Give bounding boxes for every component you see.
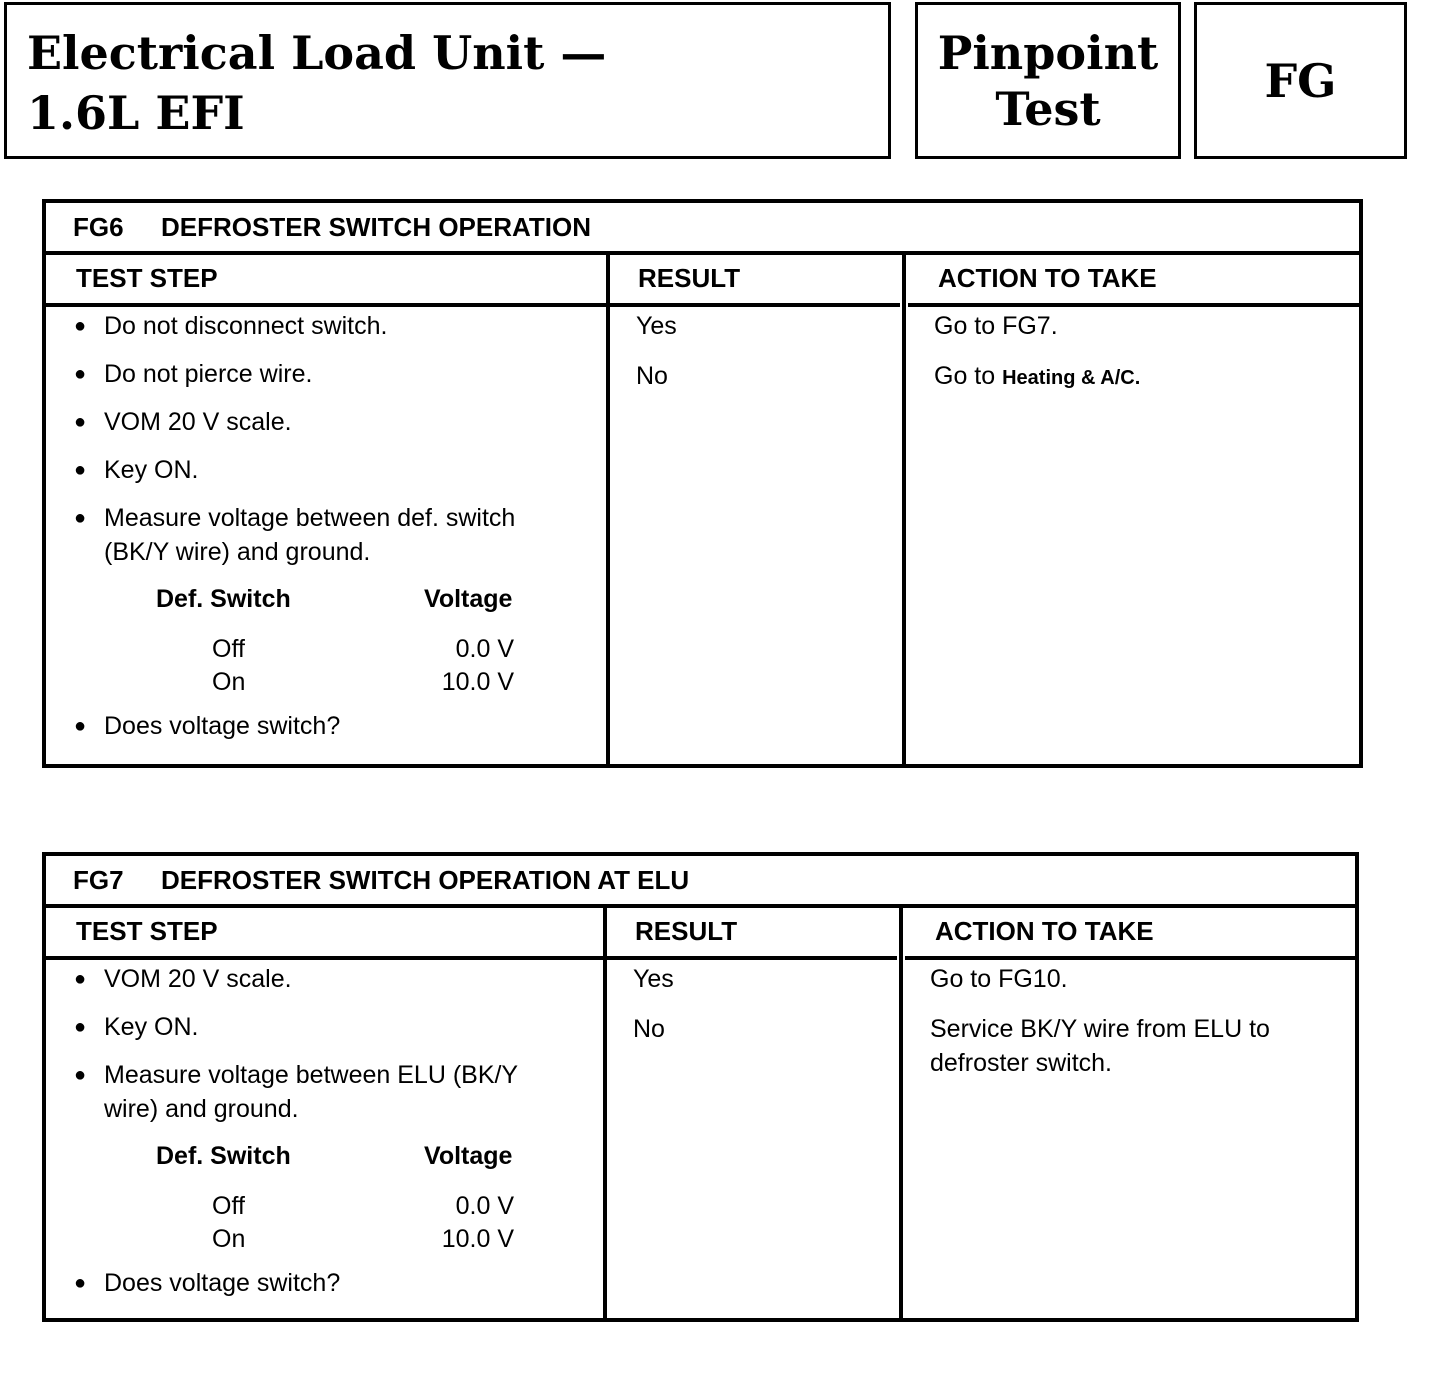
action-no-reference: Heating & A/C. xyxy=(1002,367,1141,389)
column-divider xyxy=(603,908,607,1318)
column-divider xyxy=(606,255,610,764)
col-header-action: ACTION TO TAKE xyxy=(905,908,1355,960)
voltage-table-state: On xyxy=(212,1225,246,1253)
result-column xyxy=(636,309,677,409)
step-item: ● VOM 20 V scale. xyxy=(46,405,602,439)
col-header-result: RESULT xyxy=(610,255,900,307)
test-title: DEFROSTER SWITCH OPERATION xyxy=(161,212,591,242)
voltage-table-value: 0.0 V xyxy=(455,1192,514,1220)
voltage-table-head-voltage: Voltage xyxy=(424,585,513,613)
step-item: ● Do not disconnect switch. xyxy=(46,309,602,343)
result-column xyxy=(633,962,674,1062)
voltage-table-head-switch: Def. Switch xyxy=(156,585,291,613)
column-divider xyxy=(899,908,903,1318)
test-title: DEFROSTER SWITCH OPERATION AT ELU xyxy=(161,865,690,895)
step-line: ● Measure voltage between ELU (BK/Y xyxy=(104,1061,519,1089)
result-yes: Yes xyxy=(633,965,674,993)
result-yes: Yes xyxy=(636,312,677,340)
pinpoint-box xyxy=(915,2,1181,159)
col-header-test-step: TEST STEP xyxy=(46,255,636,307)
test-code: FG6 xyxy=(73,212,124,242)
pinpoint-line-2: Test xyxy=(995,81,1101,136)
column-divider xyxy=(902,255,906,764)
test-header xyxy=(46,203,1359,255)
action-yes: Go to FG7. xyxy=(934,312,1058,340)
test-header xyxy=(46,856,1355,908)
section-code: FG xyxy=(1264,53,1337,108)
result-no: No xyxy=(636,362,668,390)
action-no-line: Service BK/Y wire from ELU to xyxy=(930,1015,1270,1043)
step-item: ● Do not pierce wire. xyxy=(46,357,602,391)
col-header-result: RESULT xyxy=(607,908,897,960)
step-line: (BK/Y wire) and ground. xyxy=(104,538,371,566)
voltage-table-value: 10.0 V xyxy=(441,1225,514,1253)
title-line-2: 1.6L EFI xyxy=(27,86,245,140)
step-item: ● Does voltage switch? xyxy=(46,1266,599,1300)
action-column xyxy=(930,962,1270,1096)
test-steps xyxy=(46,309,602,757)
test-fg6 xyxy=(42,199,1363,768)
col-header-test-step: TEST STEP xyxy=(46,908,633,960)
pinpoint-label xyxy=(938,25,1159,137)
voltage-table-head-voltage: Voltage xyxy=(424,1142,513,1170)
voltage-table-state: Off xyxy=(212,635,245,663)
voltage-table-state: Off xyxy=(212,1192,245,1220)
voltage-table-value: 0.0 V xyxy=(455,635,514,663)
col-header-action: ACTION TO TAKE xyxy=(908,255,1361,307)
voltage-table-value: 10.0 V xyxy=(441,668,514,696)
title-line-1: Electrical Load Unit — xyxy=(27,26,607,80)
page-title xyxy=(27,23,606,143)
voltage-table-state: On xyxy=(212,668,246,696)
section-code-box xyxy=(1194,2,1407,159)
step-line: ● Measure voltage between def. switch xyxy=(104,504,516,532)
step-item: ● VOM 20 V scale. xyxy=(46,962,599,996)
step-item xyxy=(46,1058,599,1126)
action-no-line: defroster switch. xyxy=(930,1049,1113,1077)
action-no-prefix: Go to xyxy=(934,362,996,390)
step-item: ● Does voltage switch? xyxy=(46,709,602,743)
test-fg7 xyxy=(42,852,1359,1322)
action-column xyxy=(934,309,1140,411)
title-box xyxy=(4,2,891,159)
result-no: No xyxy=(633,1015,665,1043)
test-steps xyxy=(46,962,599,1314)
pinpoint-line-1: Pinpoint xyxy=(937,25,1159,80)
step-item: ● Key ON. xyxy=(46,453,602,487)
step-line: wire) and ground. xyxy=(104,1095,299,1123)
action-no xyxy=(930,1012,1270,1080)
voltage-table-head-switch: Def. Switch xyxy=(156,1142,291,1170)
step-item xyxy=(46,501,602,569)
action-no xyxy=(934,359,1140,395)
step-item: ● Key ON. xyxy=(46,1010,599,1044)
test-code: FG7 xyxy=(73,865,124,895)
action-yes: Go to FG10. xyxy=(930,965,1068,993)
